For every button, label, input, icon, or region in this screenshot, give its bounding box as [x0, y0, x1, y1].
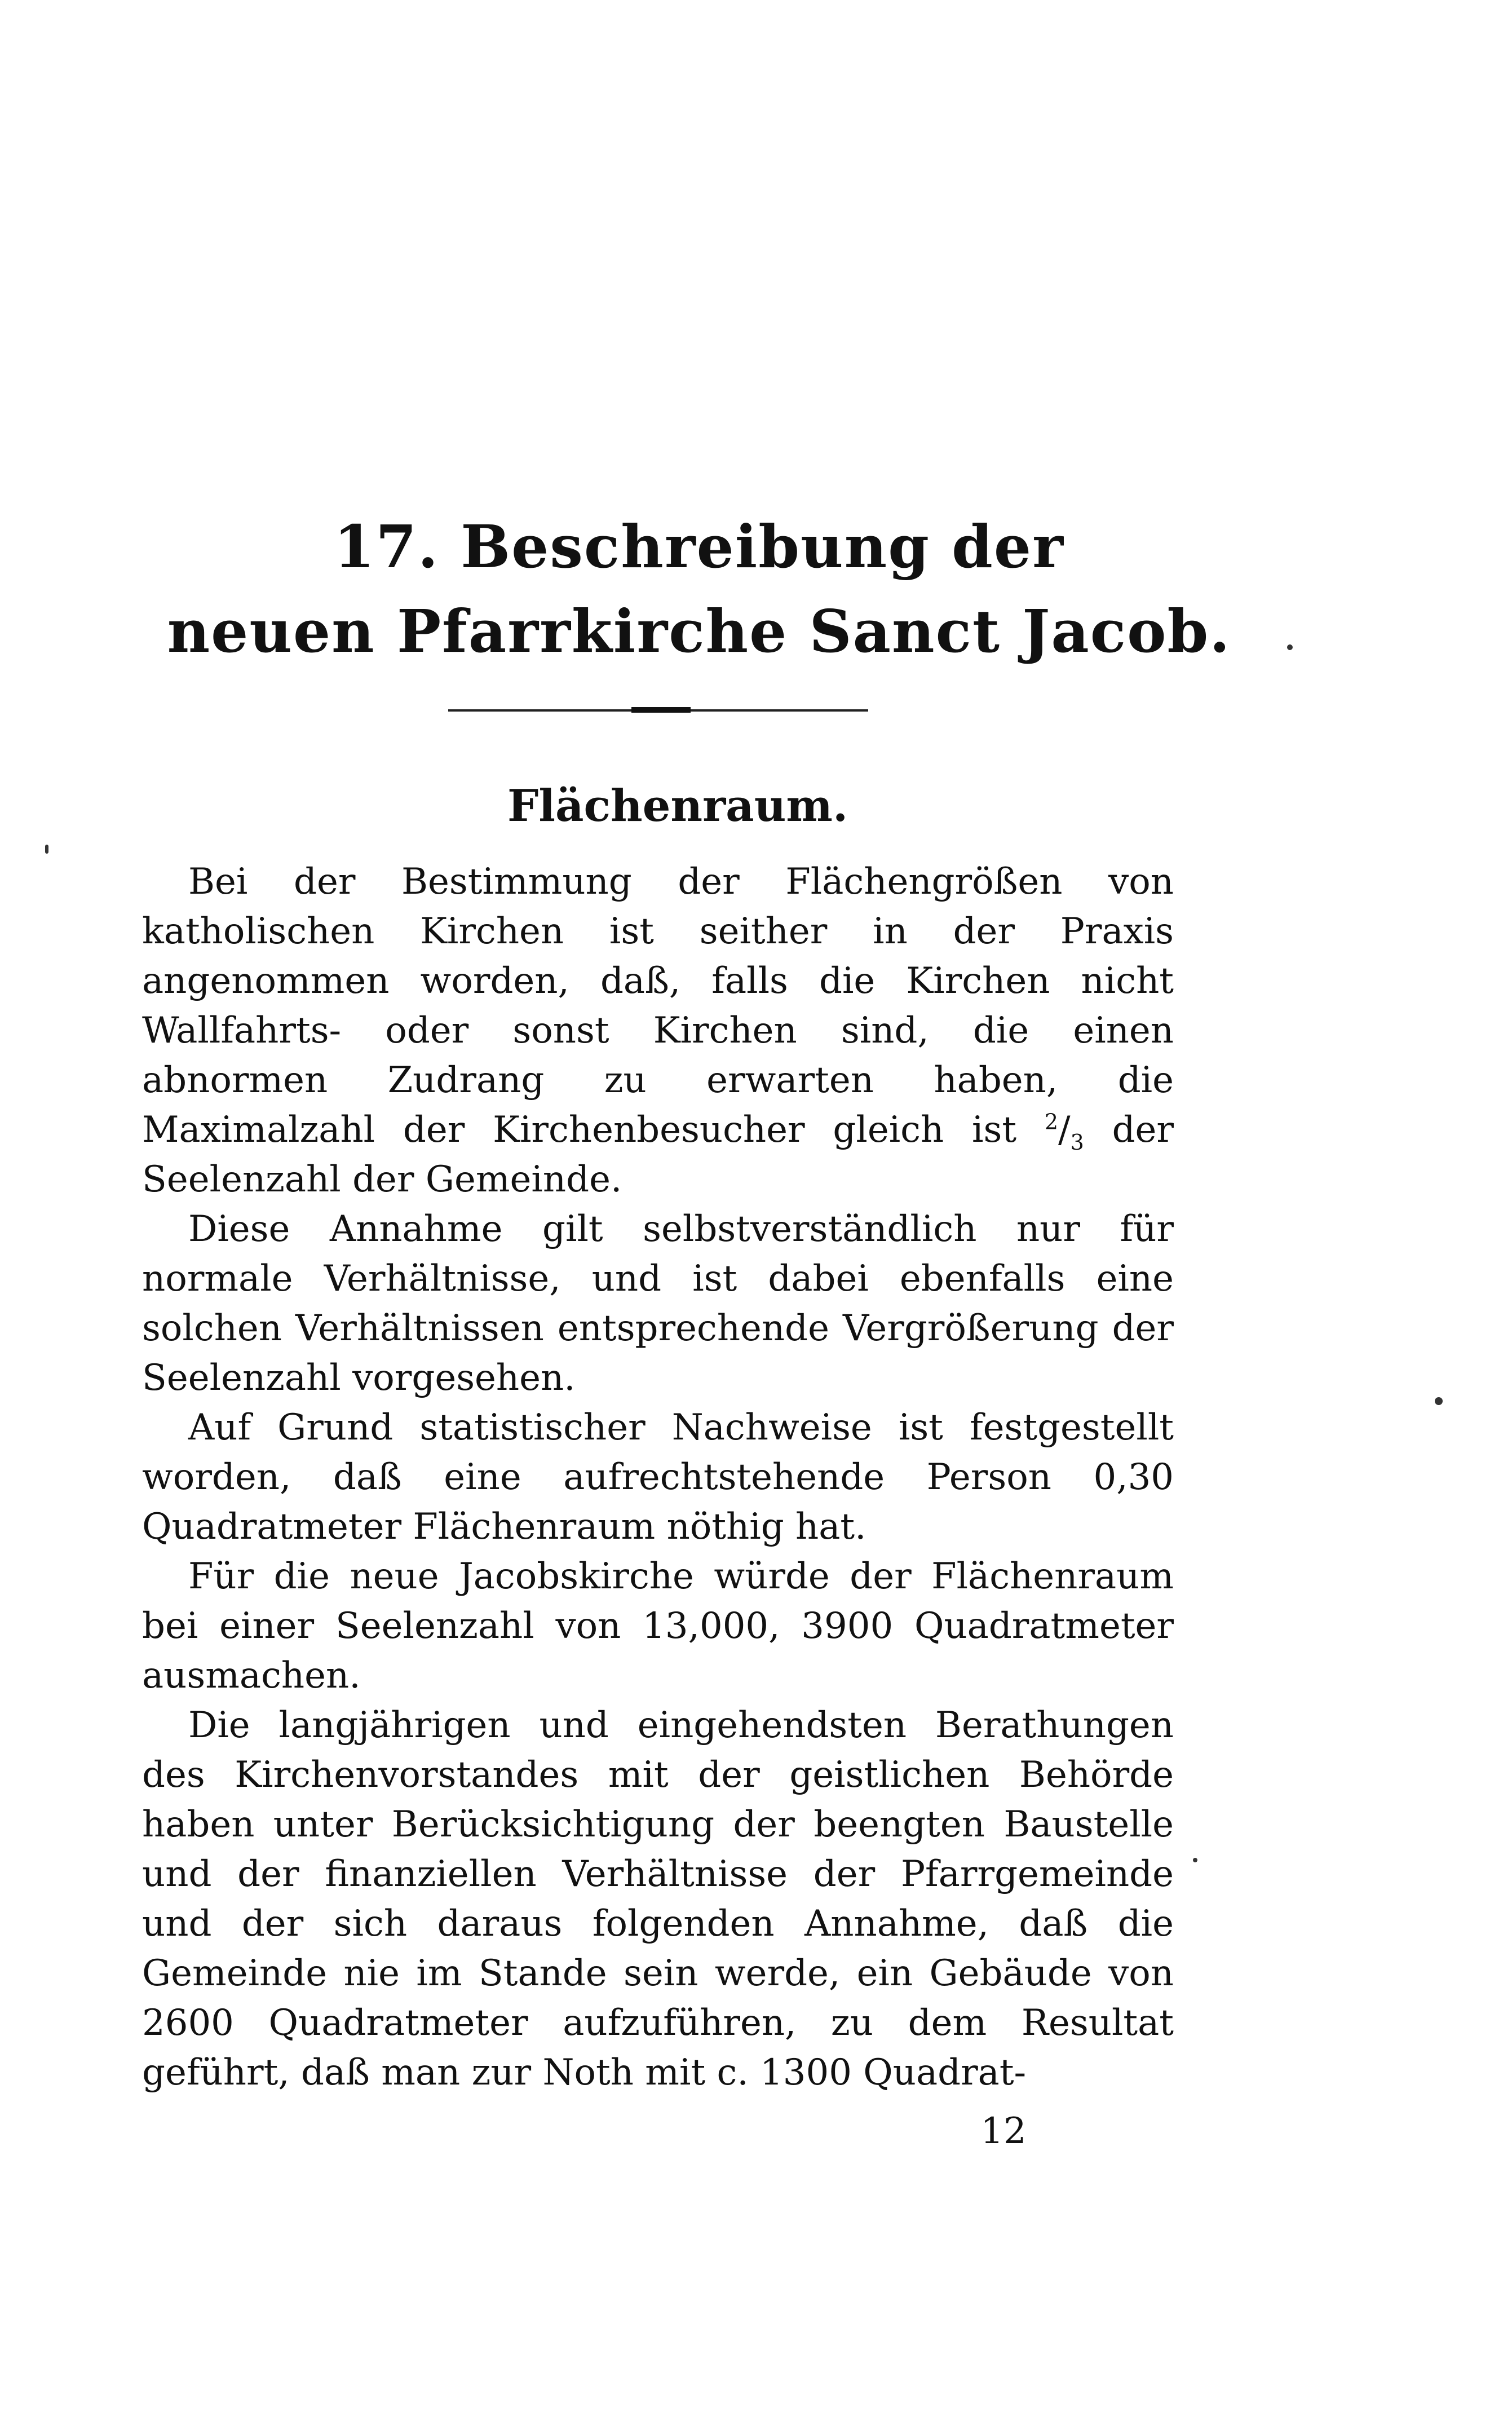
print-speck: [45, 845, 48, 854]
section-heading: Flächenraum.: [507, 780, 848, 832]
paragraph-1-text-a: Bei der Bestimmung der Flächengrößen von katholischen Kirchen ist seither in der Praxis angenommen worden, daß, falls die Kirchen nicht Wallfahrts- oder sonst Kirchen sind, die einen abnormen Zudrang zu erwarten haben, die Maximalzahl der Kirchenbesucher gleich ist: [142, 861, 1174, 1151]
paragraph-2: Diese Annahme gilt selbstverständlich nur für normale Verhältnisse, und ist dabei ebenfalls eine solchen Verhältnissen entsprechende Vergrößerung der Seelenzahl vorgesehen.: [142, 1208, 1174, 1399]
fraction-denominator: 3: [1070, 1129, 1084, 1155]
title-divider-center-mark: [631, 707, 691, 713]
fraction-slash: /: [1058, 1109, 1071, 1151]
paragraph-1: [142, 857, 1174, 1204]
paragraph-3: Auf Grund statistischer Nachweise ist festgestellt worden, daß eine aufrechtstehende Person 0,30 Quadratmeter Flächenraum nöthig hat.: [142, 1407, 1174, 1548]
chapter-title-line-2: neuen Pfarrkirche Sanct Jacob.: [167, 597, 1231, 666]
fraction-numerator: 2: [1044, 1109, 1059, 1134]
paragraph-1-text-b: der Seelenzahl der Gemeinde.: [142, 1109, 1174, 1200]
chapter-title: [135, 505, 1263, 674]
page-number: 12: [980, 2110, 1027, 2152]
paragraph-5: Die langjährigen und eingehendsten Berathungen des Kirchenvorstandes mit der geistlichen Behörde haben unter Berücksichtigung der beengten Baustelle und der finanziellen Verhältnisse der Pfarrgemeinde und der sich daraus folgenden Annahme, daß die Gemeinde nie im Stande sein werde, ein Gebäude von 2600 Quadratmeter aufzuführen, zu dem Resultat geführt, daß man zur Noth mit c. 1300 Quadrat-: [142, 1704, 1174, 2094]
print-speck: [1193, 1858, 1197, 1862]
paragraph-4: Für die neue Jacobskirche würde der Flächenraum bei einer Seelenzahl von 13,000, 3900 Quadratmeter ausmachen.: [142, 1556, 1174, 1697]
chapter-title-line-1: 17. Beschreibung der: [334, 512, 1064, 581]
print-speck: [1435, 1397, 1443, 1405]
body-text: [142, 857, 1174, 2097]
print-speck: [1287, 644, 1293, 650]
